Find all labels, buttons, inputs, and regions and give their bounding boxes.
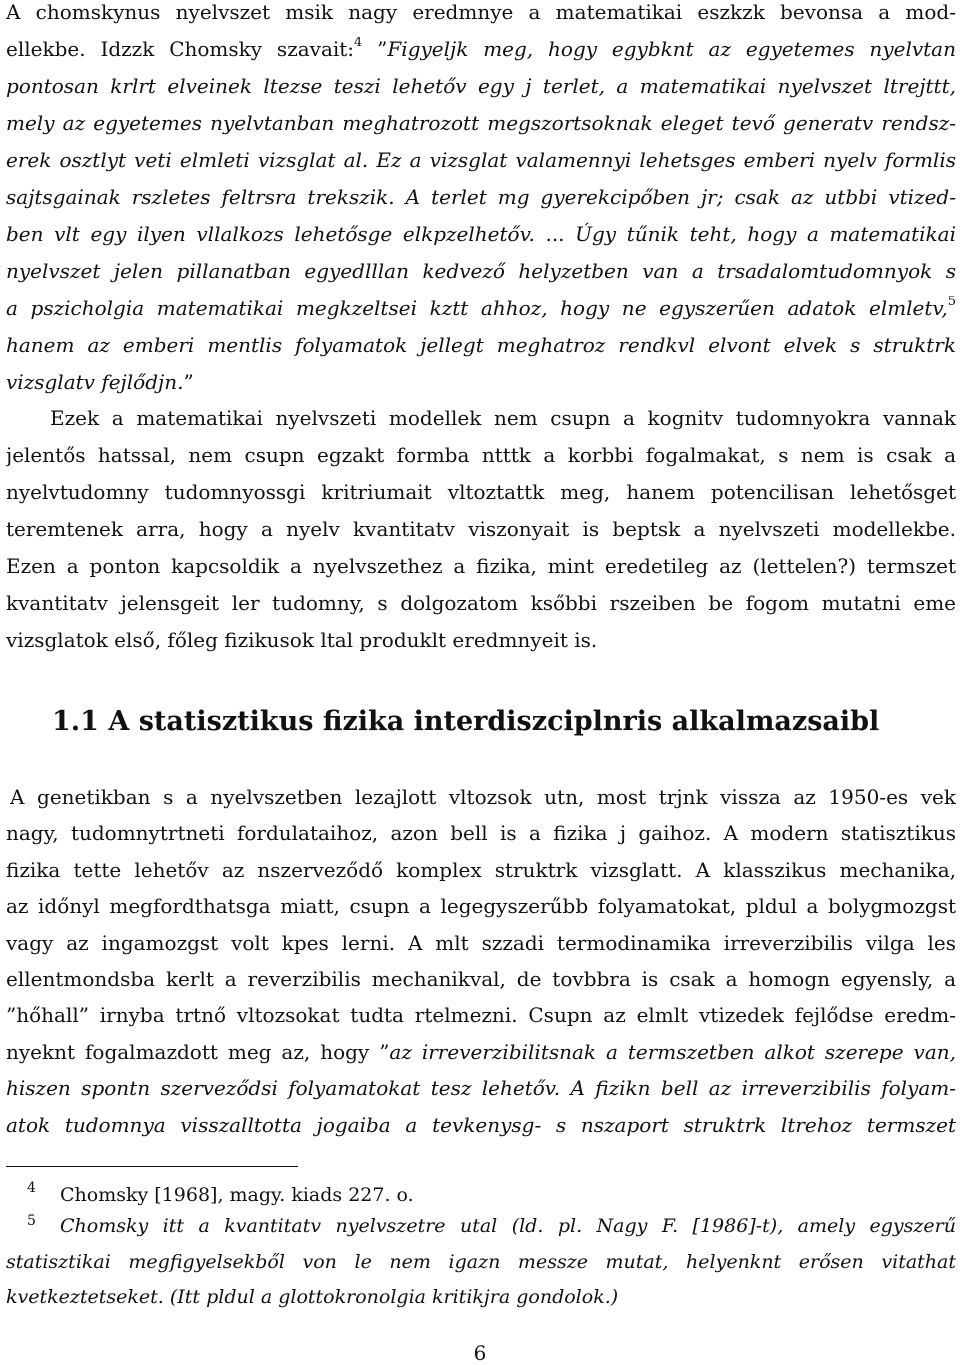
quote-line [6, 222, 956, 246]
footnote-mark: 5 [27, 1213, 36, 1229]
section-heading: 1.1 A statisztikus fizika interdiszciplnris alkalmazsaibl [52, 706, 880, 737]
footnote-ref[interactable]: 4 [354, 37, 363, 51]
paragraph-line: nagy, tudomnytrtneti fordulataihoz, azon bell is a fizika j gaihoz. A modern statisztikus [6, 821, 956, 845]
paragraph-line [6, 37, 956, 61]
paragraph-line: fizika tette lehetőv az nszerveződő komplex struktrk vizsglatt. A klasszikus mechanika, [6, 858, 956, 882]
paragraph-line: Ezek a matematikai nyelvszeti modellek nem csupn a kognitv tudomnyokra vannak [50, 406, 956, 430]
quote-open: ” [362, 37, 388, 61]
quote-line: pontosan krlrt elveinek ltezse teszi lehetőv egy j terlet, a matematikai nyelvszet ltrejttt, [6, 74, 956, 98]
footnote-mark: 4 [27, 1180, 36, 1196]
page-number: 6 [473, 1341, 487, 1365]
quote-line: hanem az emberi mentlis folyamatok jellegt meghatroz rendkvl elvont elvek s struktrk [6, 333, 956, 357]
paragraph-line: ”hőhall” irnyba trtnő vltozsokat tudta rtelmezni. Csupn az elmlt vtizedek fejlődse eredm- [6, 1003, 956, 1027]
footnote-text: kvetkeztetseket. (Itt pldul a glottokronolgia kritikjra gondolok.) [6, 1286, 619, 1308]
quote-line [6, 296, 956, 320]
paragraph-line: nyelvtudomny tudomnyossgi kritriumait vltoztattk meg, hanem potencilisan lehetősget [6, 480, 956, 504]
quote-line: atok tudomnya visszalltotta jogaiba a tevkenysg- s nszaport struktrk ltrehoz termszet [6, 1113, 956, 1137]
paragraph-line: teremtenek arra, hogy a nyelv kvantitatv viszonyait is beptsk a nyelvszeti modellekbe. [6, 517, 956, 541]
quote-line: sajtsgainak rszletes feltrsra trekszik. A terlet mg gyerekcipőben jr; csak az utbbi vtized- [6, 185, 956, 209]
paragraph-line: vizsglatok első, főleg fizikusok ltal produklt eredmnyeit is. [6, 628, 598, 652]
paragraph-line [6, 1040, 956, 1064]
quote-line: mely az egyetemes nyelvtanban meghatrozott megszortsoknak eleget tevő generatv rendsz- [6, 111, 956, 135]
paragraph-line: ellentmondsba kerlt a reverzibilis mechanikval, de tovbbra is csak a homogn egyensly, a [6, 967, 956, 991]
paragraph-line: A chomskynus nyelvszet msik nagy eredmnye a matematikai eszkzk bevonsa a mod- [6, 0, 956, 24]
paragraph-line: A genetikban s a nyelvszetben lezajlott vltozsok utn, most trjnk vissza az 1950-es vek [10, 785, 956, 809]
quote-text: a pszicholgia matematikai megkzeltsei kztt ahhoz, hogy ne egyszerűen adatok elmletv, [6, 296, 948, 320]
paragraph-line: vagy az ingamozgst volt kpes lerni. A mlt szzadi termodinamika irreverzibilis vilga les [6, 931, 956, 955]
paragraph-line: kvantitatv jelensgeit ler tudomny, s dolgozatom ksőbbi rszeiben be fogom mutatni eme [6, 591, 956, 615]
quote-line: hiszen spontn szerveződsi folyamatokat tesz lehetőv. A fizikn bell az irreverzibilis folyam- [6, 1076, 956, 1100]
quote-line: erek osztlyt veti elmleti vizsglat al. Ez a vizsglat valamennyi lehetsges emberi nyelv formlis [6, 148, 956, 172]
quote-text: az irreverzibilitsnak a termszetben alkot szerepe van, [389, 1040, 956, 1064]
quote-text: Úgy tűnik teht, hogy a matematikai [564, 222, 956, 246]
paragraph-line: Ezen a ponton kapcsoldik a nyelvszethez a fizika, mint eredetileg az (lettelen?) termszet [6, 554, 956, 578]
footnote-rule [6, 1166, 298, 1167]
quote-line: nyelvszet jelen pillanatban egyedlllan kedvező helyzetben van a trsadalomtudomnyok s [6, 259, 956, 283]
ellipsis: ... [534, 222, 565, 246]
paragraph-line: jelentős hatssal, nem csupn egzakt formba ntttk a korbbi fogalmakat, s nem is csak a [6, 443, 956, 467]
text: nyeknt fogalmazdott meg az, hogy ” [6, 1040, 390, 1064]
footnote-text: Chomsky [1968], magy. kiads 227. o. [60, 1184, 414, 1206]
quote-text: ben vlt egy ilyen vllalkozs lehetősge elkpzelhetőv. [6, 222, 535, 246]
quote-close: ” [183, 370, 194, 394]
paragraph-line: az időnyl megfordthatsga miatt, csupn a legegyszerűbb folyamatokat, pldul a bolygmozgst [6, 894, 956, 918]
quote-text: Figyeljk meg, hogy egybknt az egyetemes nyelvtan [387, 37, 956, 61]
footnote-ref[interactable]: 5 [947, 296, 956, 310]
text: ellekbe. Idzzk Chomsky szavait: [6, 37, 355, 61]
quote-text: vizsglatv fejlődjn. [6, 370, 184, 394]
footnote-text: statisztikai megfigyelsekből von le nem igazn messze mutat, helyenknt erősen vitathat [6, 1251, 956, 1273]
quote-line [6, 370, 956, 394]
footnote-text: Chomsky itt a kvantitatv nyelvszetre utal (ld. pl. Nagy F. [1986]-t), amely egyszerű [60, 1215, 956, 1237]
